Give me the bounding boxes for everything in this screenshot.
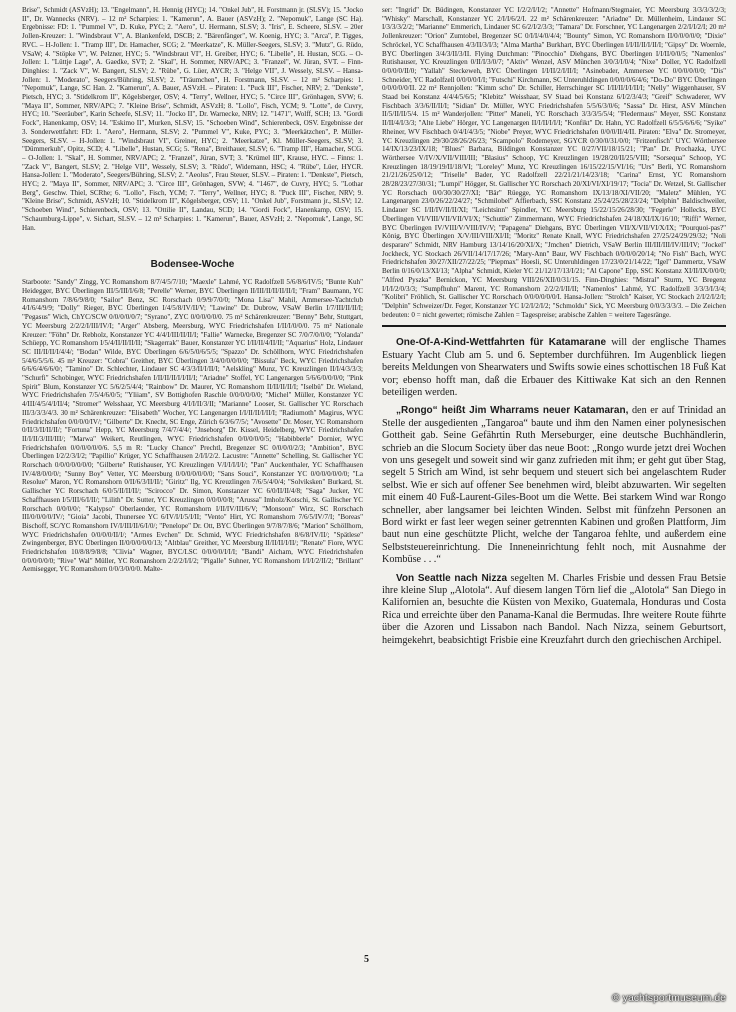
katamaran-article xyxy=(382,337,726,399)
katamaran-heading: One-Of-A-Kind-Wettfahrten für Katamarane xyxy=(396,337,607,349)
seattle-body: segelten M. Charles Frisbie und dessen Frau Betsie ihre kleine Slup „Alotola“. Auf diesem langen Törn lief die „Alotola“ San Diego in Kalifornien an, besuchte die Küsten von Mexiko, Guatemala, Honduras und Costa Rica und erreichte über den Panama-Kanal die Bermudas. Ihre weitere Route führte über die Azoren und Lissabon nach Bandol. Nach Nizza, seinem Geburtsort, heimgekehrt, beabsichtigt Frisbie eine Kreuzfahrt durch den griechischen Archipel. xyxy=(382,572,726,646)
bodensee-woche-results: Starboote: "Sandy" Zingg, YC Romanshorn 8/7/4/5/7/10; "Maexle" Lahmé, YC Radolfzell 5/6/8/6/IV/5; "Bunte Kuh" Heidegger, BYC Überlingen III/5/III/I/6/8; "Perelle" Werner, BYC Überlingen II/III/II/II/II/II/I; "Fram" Baumann, YC Romanshorn 7/8/6/9/8/0; "Sailor" Benz, SC Rorschach 0/9/9/7/0/0; "Mona Lisa" Mahil, Ammersee-Yachtclub 4/I/6/4/9/9; "Dolly" Rieger, BYC Überlingen I/4/5/8/IV/II/V; "Lawine" Dr. Dubrow, VSaW Berlin I/7/III/II/II/I; "Pegasus" Wich, ChYC/SCW 0/0/0/0/0/7; "Syrano", ZYC 0/0/0/0/0/0. 75 m² Schärenkreuzer: "Benny" Behr, Stuttgart, YC Meersburg 2/2/2/I/III/IV/I; "Arger" Absberg, Meersburg, WYC Friedrichshafen I/II/I/0/0/0. 75 m² Nationale Kreuzer: "Föhn" Dr. Rebholz, Konstanzer YC 4/4/I/III/II/II/I; "Fallie" Warnecke, Bregenzer SC 7/0/7/0/0/0; "Yolanda" Schüepp, YC Romanshorn I/5/4/II/II/II/II; "Skagerrak" Bauer, Konstanzer YC I/II/II/4/II/II; "Aquarius" Holz, Lindauer SC III/II/II/I/4/4/; "Bodan" Wilde, BYC Überlingen 6/6/5/0/6/5/5; "Spazzo" Dr. Schöllhorn, WYC Friedrichshafen 5/4/6/5/5/6. 45 m² Kreuzer: "Cobra" Greither, BYC Überlingen 3/4/0/0/0/0/0; "Bissula" Beck, WYC Friedrichshafen 6/6/6/4/6/6/0/; "Tamino" Dr. Schlechter, Lindauer SC 4/3/3/II/I/II/I; "Aelskling" Munz, YC Kreuzlingen II/I/4/3/3/3; "Schurfi" Schobinger, WYC Friedrichshafen I/II/II/II/I/I/II/I; "Ariadne" Stoffel, YC Langenargen 5/6/6/0/0/0/0; "Pink Spirit" Blum, Konstanzer YC 5/6/2/5/4/4; "Rainbow" Dr. Maurer, YC Romanshorn II/II/II/II/I; "Iselbü" Dr. Wieland, WYC Friedrichshafen 7/5/4/6/0/5; "Yliiam", SV Bottighofen Raschle 0/0/0/0/0/0; "Michel" Müller, Konstanzer YC 4/III/4/5/4/I/II/4; "Stromer" Welsshaar, YC Meersburg 4/I/I/II/3/II; "Marianne" Looser, St. Gallischer YC Rorschach III/3/3/3/4/3. 30 m² Schärenkreuzer: "Elisabeth" Wocher, YC Langenargen I/I/II/II/I/II/I; "Radiumoth" Magirus, WYC Friedrichshafen 0/0/0/0/IV/; "Gilberte" Dr. Knecht, SC Enge, Zürich 6/3/6/7/5/; "Avosette" Dr. Moser, YC Romanshorn 0/II/3/II/II/II/; "Fortuna" Hepp, YC Meersburg 7/4/7/4/4/; "Jnseborg" Dr. Kissel, Heidelberg, WYC Friedrichshafen II/I/II/3/III/III/; "Marwa" Weikert, Reutlingen, WYC Friedrichshafen 0/0/0/0/0/5; "Habibberle" Dornier, WYC Friedrichshafen 0/0/0/0/0/0/6. 5,5 m R: "Lucky Chance" Prechtl, Bregenzer SC 0/0/0/0/2/3; "Ambition", BYC Überlingen I/2/2/3/I/2; "Papillio" Krüger, YC Schaffhausen 2/I/I/2/2. Lacustre: "Annette" Schelling, St. Gallischer YC Rorschach 0/0/0/0/0/0/0; "Gilberte" Rutishauser, YC Kreuzlingen V/I/I/I/I/I/; "Pan" Auckenthaler, YC Schaffhausen IV/4/8/0/0/0/; "Sunny Boy" Vetter, YC Meersburg 0/0/0/0/0/0/0; "Sans Souci", Konstanzer YC 0/0/0/0/0/0/0; "La Resolue" Maron, YC Romanshorn 0/II/6/3/II/II/; "Giritz" Ilg, YC Kreuzlingen 7/6/5/4/0/4; "Solviksken" Burkard, St. Gallischer YC Rorschach 6/0/5/II/II/II/; "Scirocco" Dr. Simon, Konstanzer YC 6/0/II/II/4/8; "Saga" Jucker, YC Schaffhausen I/5/III/6/I/II/; "Lilith" Dr. Sutter, YC Kreuzlingen 0/0/0/0/8; "Arussa" Imholz/Kotschi, St. Gallischer YC Rorschach 0/0/0/0/; "Kalypso" Oberlaender, YC Romanshorn I/II/IV/III/6/V; "Monsoon" Wirz, SC Rorschach III/0/0/0/0/IV/; "Gioia" Jacobi, Thunersee YC 6/IV/I/I/5/I/II; "Vento" Hirt, YC Romanshorn 7/6/5/IV/7/I; "Boreas" Bischoff, SC/YC Romanshorn IV/I/III/II/6/I/0/; "Penelope" Dr. Ott, BYC Überlingen 9/7/8/7/8/6; "Marion" Schöllhorn, WYC Friedrichshafen 0/0/0/0/II/I/; "Armes Evchen" Dr. Schmid, WYC Friedrichshafen 8/6/8/IV/II/; "Spätlese" Zwingenberger, BYC Überlingen II/0/0/0/0/0/13; "Altblau" Greither, YC Meersburg II/II/II/I/II/; "Renate" Fiore, WYC Friedrichshafen 10/8/8/9/8/8; "Clivia" Wagner, BYC/LSC 0/0/0/0/I/I/I; "Bandi" Aicham, WYC Friedrichshafen 0/0/0/0/0/0; "Rive" Wal" Müller, YC Romanshorn 2/2/2/I/I/2; "Pigalle" Suhner, YC Romanshorn I/I/I/2/II/2; "Brillant" Aemisegger, YC Romanshorn 0/0/3/0/0/0. Malte- xyxy=(22,278,363,574)
watermark: © yachtsportmuseum.de xyxy=(612,992,726,1004)
page-number: 5 xyxy=(364,954,369,965)
news-notes xyxy=(382,325,726,647)
section-divider xyxy=(382,325,726,327)
rongo-heading: „Rongo“ heißt Jim Wharrams neuer Katamaran, xyxy=(396,405,629,417)
rongo-body: den er auf Trinidad an Stelle der ausgedienten „Tangaroa“ baute und ihm den Namen einer polynesischen Gottheit gab. Seine Gefährtin Ruth Merseburger, eine deutsche Buchhändlerin, schrieb an die Slocum Society über das neue Boot: „Rongo wurde jetzt drei Wochen von uns gesegelt und soweit sind wir ganz zufrieden mit ihm; er geht gut über Stag, segelt 5 Strich am Wind, ist sehr bequem und steuert sich bei angelaschtem Ruder selbst. Wie er sich auf offener See benehmen wird, bleibt abzuwarten. Wir segelten mit einem 40 Fuß-Laurent-Giles-Boot um die Wette. Bei starkem Wind war Rongo schneller, aber langsamer bei leichten Winden. Selbst mit fünfzehn Personen an Bord wirkt er fast leer wegen seiner getrennten Kabinen und großen Plattform, Jim baut nun eine geschützte Plicht, welche der Tangaroa fehlte, und außerdem eine Selbststeuereinrichtung. Die Inneneinrichtung fehlt noch, mit Ausnahme der Kombüse . . .“ xyxy=(382,405,726,566)
katamaran-body: will der englische Thames Estuary Yacht Club am 5. und 6. September durchführen. Im Augenblick liegen bereits Meldungen von Shearwaters und Swifts sowie eines schottischen 18 Fuß Kat vor; ebenso hofft man, daß die Erbauer des Kittiwake Kat sich an den Rennen beteiligen werden. xyxy=(382,337,726,398)
bodensee-woche-heading: Bodensee-Woche xyxy=(150,259,235,271)
regatta-results-text: Brise", Schmidt (ASVzH); 13. "Engelmann", H. Hennig (HYC); 14. "Onkel Jub", H. Forstmann jr. (SLSV); 15. "Jocko II", Dr. Wannecks (NRV). – 12 m² Scharpies: 1. "Kamerun", A. Bauer (ASVzH); 2. "Nepomuk", Lange (SC Ha). Ergebnisse: FD: 1. "Pummel V", D. Kuke, PYC; 2. "Aero", U. Hermann, SLSV; 3. "Iris", E. Scheere, SLSV. – 20er Jollen-Kreuzer: 1. "Windsbraut V", A. Blankenfeld, DSCB; 2. "Bärenfänger", W. Koenig, HYC; 3. "Arca", P. Tigges, RVC. – H-Jollen: 1. "Tramp III", Dr. Hamacher, SCG; 2. "Meerkatze", K. Müller-Seegers, SLSV; 3. "Mutz", G. Rüdo, VSaW; 4. "Stöpke V", W. Pelzner, HYC; 5. "Windsbraut VI", H. Greiber, HYC; 6. "Libelle", H. Hustan, SCG. – O-Jollen: 1. "Lüttje Lage", A. Gaedke, SVT; 2. "Skal", H. Sommer, NRV/APC; 3. "Franzel", W. Jüran, SVT. – Finn-Dinghies: 1. "Zack V", W. Bangert, SLSV; 2. "Rübe", G. Lüer, AYCR; 3. "Helge VII", J. Wessely, SLSV. – Hansa-Jollen: 1. "Moderato", Seegers/Bühring, SLSV; 2. "Träumchen", H. Forstmann, SLSV. – 12 m² Scharpies: 1. "Nepomuk", Lange, SC Han. 2. "Kamerun", A. Bauer, ASVzH. – Piraten: 1. "Puck III", Fischer, NRV; 2. "Denkste", Pietsch, HYC; 3. "Stidelkrom II", Kögelsberger, OSV; 4. "Terry", Wellner, HYC; 5. "Circe III", Grönhagen, SVW; 6. "Maya II", Sommer, NRV/APC; 7. "Kleine Brise", Schmidt, ASVzH; 8. "Lollo", Fisch, YCM; 9. "Lotte", de Cuvry, HYC; 10. "Seeräuber", Karin Scheefe, SLSV; 11. "Jocko II", Dr. Warnecke, NRV; 12. "1471", Wolff, SCH; 13. "Gordi Fock", Hanenkamp, OSV; 14. "Eskimo II", Murken, SLSV; 15. "Schoeben Wind", Schierenbeck, OSV. Ergebnisse der 3. Sonderwettfahrt: FD: 1. "Aero", Hermann, SLSV; 2. "Pummel V", Kuke, PYC; 3. "Meerkätzchen", P. Müller-Seegers, SLSV. – H-Jollen: 1. "Windsbraut VI", Greiner, HYC; 2. "Meerkatze", Kl. Müller-Seegers, SLSV; 3. "Dümmerkuh", Opitz, SCD; 4. "Libelle", Hustan, SCG; 5. "Rena", Breithauer, SLSV; 6. "Tramp III", Hamacher, SCG. – O-Jollen: 1. "Skal", H. Sommer, NRV/APC; 2. "Franzel", Jüran, SVT; 3. "Krümel III", Krause, HYC. – Finns: 1. "Zack V", Bangert, SLSV; 2. "Helge VII", Wessely, SLSV; 3. "Rüdo", Widemann, HSC; 4. "Rübe", Lüer, HYCR. Hansa-Jollen: 1. "Moderato", Seegers/Bühring, SLSV; 2. "Aeolus", Frau Steuer, SLSV. – Piraten: 1. "Denkste", Pietsch, HYC; 2. "Maya II", Sommer, NRV/APC; 3. "Circe III", Grönhagen, SVW; 4. "1467", de Cuvry, HYC; 5. "Lothar Berg", Geschw. Thiel, SCRhe; 6. "Lollo", Fisch, YCM; 7. "Terry", Wellner, HYC; 8. "Puck III", Fischer, NRV; 9. "Kleine Brise", Schmidt, ASVzH; 10. "Stidelkrom II", Kögelsberger, OSV; 11. "Onkel Jub", Forstmann jr., SLSV; 12. "Schoeben Wind", Schierenbeck, OSV; 13. "Ottilie II", Landau, SCD; 14. "Gordi Fock", Hanenkamp, OSV; 15. "Schaumburg-Lippe", v. Sichart, SLSV. – 12 m² Scharpies: 1. "Kamerun", Bauer, ASVzH; 2. "Nepomuk", Lange, SC Han. xyxy=(22,6,363,232)
seattle-article xyxy=(382,573,726,647)
rongo-article xyxy=(382,405,726,566)
seattle-heading: Von Seattle nach Nizza xyxy=(396,572,508,584)
continued-results-text: ser: "Ingrid" Dr. Büdingen, Konstanzer YC I/2/2/I/I/2; "Annette" Hofmann/Stegmaier, YC Meersburg 3/3/3/3/2/3; "Whisky" Marschall, Konstanzer YC 2/I/I/6/2/I. 22 m² Schärenkreuzer: "Ariadne" Dr. Müllenheim, Lindauer SC I/3/3/3/2/2; "Marianne" Emmerich, Lindauer SC 6/2/I/2/3/3; "Tamara" Dr. Forschner, YC Langenargen 2/2/I/I/2/I; 20 m² Jollenkreuzer: "Orion" Zumtobel, Bregenzer SC 0/I/I/4/0/4/4; "Bounty" Simon, YC Romanshorn II/0/0/0/0/0; "Dixie" Schröckel, YC Schaffhausen 4/3/II/3/I/3; "Alma Martha" Burkhart, BYC Überlingen I/I/II/II/I/II/I; "Gipsy" Dr. Woernle, BYC Überlingen 3/4/3/II/3/II. Flying Dutchman: "Pinocchio" Diehgans, BYC Überlingen I/I/II/0/0/5; "Namenlos" Rutishauser, YC Kreuzlingen 0/II/I/3/0/7; "Aktiv" Wenzel, ASV München 3/0/3/I/0/4; "Nixe" Doller, YC Radolfzell 0/0/0/0/II/0; "Yallah" Steckeweh, BYC Überlingen I/I/II/2/I/II/I; "Asinebader, Ammersee YC 0/0/0/0/0/0; "Dis" Schneider, YC Radolfzell 0/0/0/0/I/I; "Futschi" Kirchmann, SC Unteruhldingen 0/0/0/0/6/4/6; "Do-Do" BYC Überlingen 0/0/0/0/0/II. 22 m² Rennjollen: "Kimm scho" Dr. Schiller, Herrschinger SC I/II/II/I/I/II/I; "Nelly" Wiggenhauser, SV Staad bei Konstanz 4/4/4/5/6/5; "Klebitz" Weisshaar, SV Staad bei Konstanz 6/I/2/3/4/3; "Greif" Schwaderer, WV Fischbach 3/3/6/II/II/I; "Sidian" Dr. Müller, WYC Friedrichshafen 5/5/6/3/0/6; "Sassa" Dr. Hirst, ASV München II/5/II/II/5/4. 15 m² Wanderjollen: "Pitter" Maneli, YC Rorschach 3/3/3/5/5/4; "Fledermaus" Meyer, SSC Konstanz II/II/4/I/3/3; "Alte Liebe" Hörger, YC Langenargen II/I/II/I/I/I; "Konfikt" Dr. Hahn, YC Radolfzell 6/5/5/6/6/6; "Syike" Rheiner, WV Fischbach 0/4/I/4/3/5; "Niobe" Preyer, WYC Friedrichshafen 0/0/0/II/4/II. Piraten: "Elva" Dr. Stromeyer, YC Kreuzlingen 29/30/28/26/26/23; "Scampolo" Rodemeyer, SGYCR 0/30/0/31/0/0; "Fritzenfisch" UYC Wörthersee 14/IX/13/23/IX/18; "Blues" Barbara, Bildingen Konstanzer YC 0/27/VII/18/15/21; "Pan" Dr. Prochazka, UYC Wörthersee V/IV/X/VII/VIII/III; "Blasius" Schoop, YC Kreuzlingen 19/28/20/II/25/VIII; "Sorsequa" Schoop, YC Kreuzlingen 18/19/19/II/18/VI; "Loreley" Munz, YC Kreuzlingen 16/15/22/15/VI/16; "Urs" Berli, YC Romanshorn 21/21/26/25/0/12; "Triselle" Bader, YC Radolfzell 22/21/21/14/23/18; "Carina" Ernst, YC Romanshorn 28/28/23/27/30/31; "Lumpi" Högger, St. Gallischer YC Rorschach 20/XI/VI/XI/19/17; "Tocia" Dr. Wetzel, St. Gallischer YC Rorschach 0/0/30/30/27/XI; "Bär" Rüegge, YC Romanshorn IX/13/18/XI/VII/20; "Maletz" Mühlen, YC Langenargen 23/0/26/22/24/27; "Schmilobel" Affierbach, SSC Konstanz 25/24/25/28/23/24; "Delphin" Baldischweiler, Lindauer SC I/II/IV/II/II/XI; "Leichtsinn" Spindler, YC Meersburg 15/22/15/26/28/30; "Fegerle" Hollecks, BYC Überlingen VI/VIII/VII/VII/VI/X; "Schuttie" Zimmermann, WYC Friedrichshafen 24/18/XI/IX/16/10; "Riffi" Werner, BYC Überlingen IV/VIII/V/VIII/IV/V; "Papagena" Diehgans, BYC Überlingen VII/X/VII/VI/X/IX; "Pourquoi-pas?" König, BYC Überlingen X/V/III/VIII/XI/II; "Moritz" Renate Knall, WYC Friedrichshafen 27/25/24/29/29/32; "Noli desparare" Schmidt, NRV Hamburg 13/14/16/20/XI/X; "Jmchen" Dietrich, VSaW Berlin III/III/III/IV/III/IV; "Jockel" Jockheck, YC Stockach 26/VII/14/17/17/26; "Mary-Ann" Baur, WV Fischbach 0/0/0/0/20/14; "No Fish" Bach, WYC Friedrichshafen 30/27/XII/27/22/25; "Piepmax" Hoesli, SC Unteruhldingen 17/23/0/21/14/22; "Igel" Dammertz, VSaW Berlin 0/16/0/13/XI/13; "Alpha" Schmidt, Kieler YC 21/12/17/13/I/21; "Al Capone" Epp, SSC Konstanz XI/II/IX/0/0/0; "Alfred Pyszka" Bernickon, YC Meersburg VIII/26/XII/0/31/15. Finn-Dinghies: "Mistral" Sturm, YC Bregenz I/I/I/2/0/3/3; "Sumpfhuhn" Marent, YC Romanshorn 2/2/2/I/II/II; "Namenlos" Lahmé, YC Radolfzell 3/3/3/I/3/4; "Kolibri" Fröhlich, St. Gallischer YC Rorschach 0/0/0/0/0/0/I. Hansa-Jollen: "Strolch" Kaiser, YC Stockach 2/I/2/I/2/I; "Delphin" Schweizer/Dr. Feger, Konstanzer YC I/2/I/2/I/2; "Schmoldu" Sick, YC Meersburg 0/0/3/3/3/3. – Die Zeichen bedeuten: 0 = nicht gewertet; römische Zahlen = Tagespreise; arabische Zahlen = weitere Tagesränge. xyxy=(382,6,726,319)
right-column xyxy=(382,6,726,941)
left-column xyxy=(22,6,363,941)
